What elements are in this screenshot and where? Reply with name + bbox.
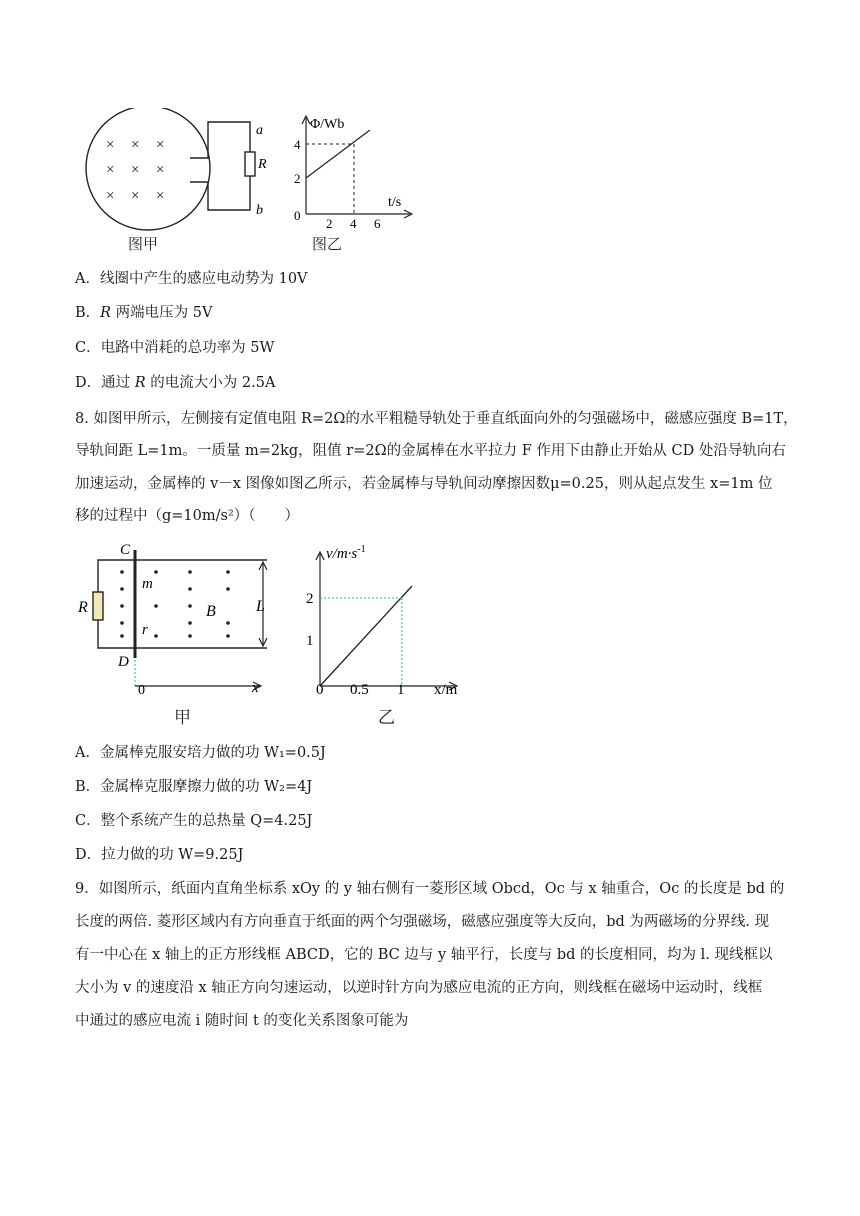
y-tick-2: 2 <box>306 591 314 607</box>
x-tick-0.5: 0.5 <box>350 682 369 698</box>
q8-stem-line-3: 加速运动，金属棒的 v－x 图像如图乙所示，若金属棒与导轨间动摩擦因数μ=0.25，则从起点发生 x=1m 位 <box>75 476 773 492</box>
origin: 0 <box>316 682 324 698</box>
q8-stem-line-1: 8. 如图甲所示，左侧接有定值电阻 R=2Ω的水平粗糙导轨处于垂直纸面向外的匀强磁场中，磁感应强度 B=1T， <box>75 411 798 427</box>
magnetic-field-crosses <box>106 137 164 204</box>
q9-stem-line-1: 9．如图所示，纸面内直角坐标系 xOy 的 y 轴右侧有一菱形区域 Obcd，Oc 与 x 轴重合，Oc 的长度是 bd 的 <box>75 881 785 897</box>
q8-stem-line-4: 移的过程中（g=10m/s²）（ ） <box>75 508 300 524</box>
y-tick-1: 1 <box>306 633 314 649</box>
figure-2 <box>70 536 480 726</box>
figure-1-caption-left: 图甲 <box>128 235 159 253</box>
svg-text:×: × <box>106 188 115 204</box>
svg-text:×: × <box>131 162 140 178</box>
svg-text:×: × <box>156 162 165 178</box>
label-R: R <box>258 157 267 172</box>
q7-option-a: A．线圈中产生的感应电动势为 10V <box>75 271 308 287</box>
figure-2-caption-left: 甲 <box>174 708 191 728</box>
label-D: D <box>118 654 129 670</box>
svg-text:×: × <box>106 137 115 153</box>
label-a: a <box>256 123 263 138</box>
x-tick-6: 6 <box>374 216 381 231</box>
phi-line <box>306 130 370 178</box>
label-r: r <box>142 622 148 638</box>
label-C: C <box>120 542 131 558</box>
label-R: R <box>78 599 88 616</box>
y-axis-label: $v/m\cdot s^{-1}$ <box>326 544 366 562</box>
label-0: 0 <box>138 683 145 698</box>
svg-text:×: × <box>156 137 165 153</box>
q7-option-d: D．通过 R 的电流大小为 2.5A <box>75 375 276 391</box>
figure-2-caption-right: 乙 <box>378 708 395 728</box>
svg-text:×: × <box>131 188 140 204</box>
label-m: m <box>142 576 153 592</box>
label-b: b <box>256 203 263 218</box>
x-axis-label: t/s <box>388 195 402 210</box>
svg-text:×: × <box>156 188 165 204</box>
q8-option-a: A．金属棒克服安培力做的功 W₁=0.5J <box>75 745 326 761</box>
q8-option-c: C．整个系统产生的总热量 Q=4.25J <box>75 813 313 829</box>
svg-text:×: × <box>131 137 140 153</box>
q9-stem-line-5: 中通过的感应电流 i 随时间 t 的变化关系图象可能为 <box>75 1013 409 1029</box>
y-tick-4: 4 <box>294 137 301 152</box>
q7-option-b: B．R 两端电压为 5V <box>75 305 213 321</box>
q9-stem-line-3: 有一中心在 x 轴上的正方形线框 ABCD，它的 BC 边与 y 轴平行，长度与 bd 的长度相同，均为 l. 现线框以 <box>75 947 773 963</box>
phi-t-graph <box>294 116 412 231</box>
figure-1 <box>70 108 430 258</box>
label-B: B <box>206 603 216 620</box>
q7-option-c: C．电路中消耗的总功率为 5W <box>75 340 275 356</box>
x-tick-4: 4 <box>350 216 357 231</box>
y-tick-2: 2 <box>294 171 301 186</box>
x-tick-2: 2 <box>326 216 333 231</box>
x-tick-1: 1 <box>397 682 405 698</box>
origin: 0 <box>294 208 301 223</box>
q9-stem-line-2: 长度的两倍. 菱形区域内有方向垂直于纸面的两个匀强磁场，磁感应强度等大反向，bd 为两磁场的分界线. 现 <box>75 914 770 930</box>
label-x: x <box>252 680 259 696</box>
v-x-graph <box>306 544 458 698</box>
svg-text:×: × <box>106 162 115 178</box>
label-L: L <box>256 598 265 615</box>
resistor-R <box>245 152 255 176</box>
resistor-R <box>93 592 103 620</box>
v-line <box>320 586 412 686</box>
y-axis-label: Φ/Wb <box>310 117 345 132</box>
q9-stem-line-4: 大小为 v 的速度沿 x 轴正方向匀速运动，以逆时针方向为感应电流的正方向，则线框在磁场中运动时，线框 <box>75 980 763 996</box>
q8-option-b: B．金属棒克服摩擦力做的功 W₂=4J <box>75 779 313 795</box>
q8-stem-line-2: 导轨间距 L=1m。一质量 m=2kg，阻值 r=2Ω的金属棒在水平拉力 F 作用下由静止开始从 CD 处沿导轨向右 <box>75 443 786 459</box>
figure-1-caption-right: 图乙 <box>312 235 343 253</box>
x-axis-label: x/m <box>434 682 458 698</box>
q8-option-d: D．拉力做的功 W=9.25J <box>75 847 244 863</box>
